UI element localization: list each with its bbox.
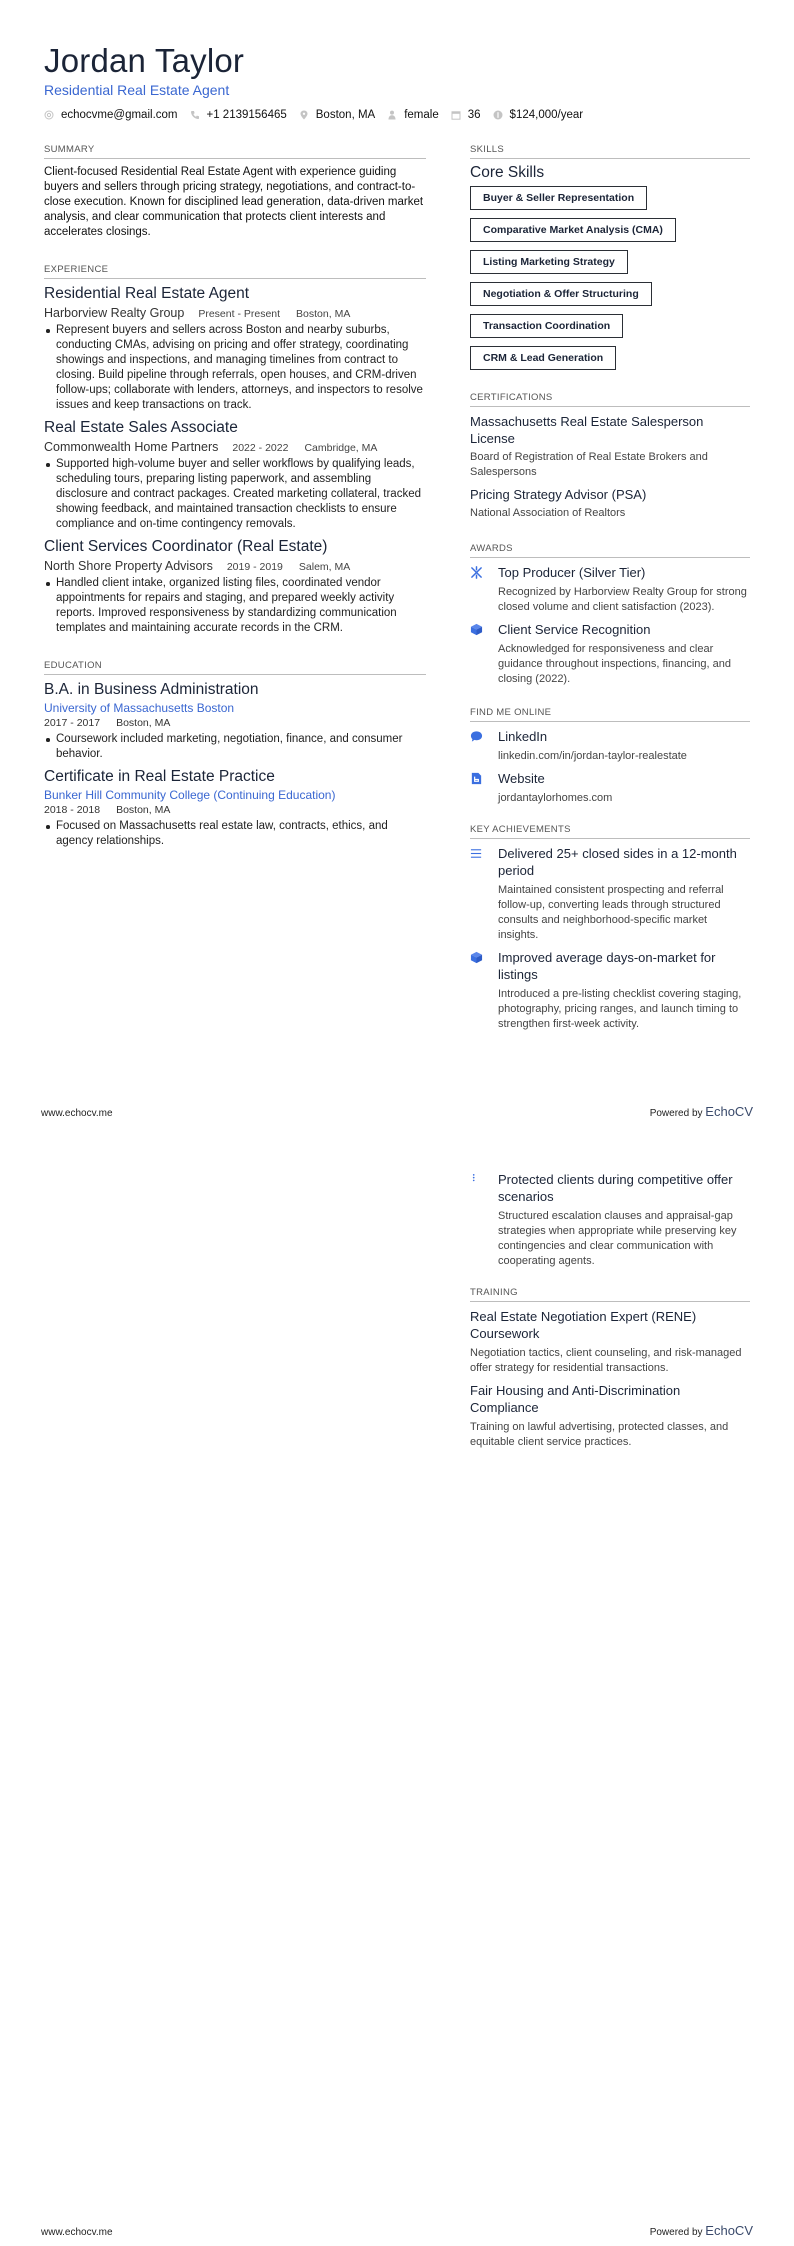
- training-desc: Training on lawful advertising, protected classes, and equitable client service practices.: [470, 1421, 729, 1448]
- cube-icon: [470, 621, 498, 687]
- cert-issuer: Board of Registration of Real Estate Brokers and Salespersons: [470, 451, 708, 478]
- education-section: [44, 660, 426, 849]
- contact-gender: [387, 109, 439, 121]
- skill-badge: Comparative Market Analysis (CMA): [470, 218, 676, 242]
- achievement-desc: Structured escalation clauses and appraisal-gap strategies when appropriate while preserving key contingencies and clear communication with cooperating agents.: [498, 1210, 737, 1267]
- online-section: [470, 707, 750, 806]
- skill-badge: CRM & Lead Generation: [470, 346, 616, 370]
- job-bullet: Handled client intake, organized listing files, coordinated vendor appointments for repairs and staging, and prepared weekly activity reports. Improved responsiveness by standardizing communication templates and maintaining accurate records in the CRM.: [44, 576, 426, 636]
- footer-brand[interactable]: EchoCV: [705, 2223, 753, 2238]
- experience-section: [44, 264, 426, 636]
- education-entry: [44, 681, 426, 762]
- footer-powered-prefix: Powered by: [649, 2227, 706, 2238]
- award-item: [470, 621, 750, 687]
- person-icon: [387, 110, 397, 120]
- certifications-section: [470, 392, 750, 521]
- edu-school: University of Massachusetts Boston: [44, 701, 235, 715]
- experience-entry: [44, 419, 426, 532]
- contact-salary: [493, 109, 584, 121]
- job-dates: 2022 - 2022: [232, 442, 289, 454]
- achievement-item: [470, 1171, 750, 1269]
- right-column: [470, 144, 750, 1032]
- skill-badge: Negotiation & Offer Structuring: [470, 282, 652, 306]
- menu-lines-icon: [470, 845, 498, 943]
- edu-location: Boston, MA: [116, 717, 171, 729]
- achievements-heading: KEY ACHIEVEMENTS: [470, 824, 750, 839]
- skills-section: [470, 144, 750, 378]
- skill-badge: Buyer & Seller Representation: [470, 186, 647, 210]
- phone-icon: [190, 110, 200, 120]
- job-location: Salem, MA: [298, 561, 351, 573]
- contact-age: [451, 109, 481, 121]
- online-label: LinkedIn: [498, 729, 548, 744]
- candidate-name: Jordan Taylor: [44, 42, 245, 79]
- achievement-title: Delivered 25+ closed sides in a 12-month period: [498, 846, 737, 878]
- left-column: [44, 144, 426, 849]
- achievement-item: [470, 949, 750, 1032]
- at-icon: [44, 110, 54, 120]
- skills-heading: SKILLS: [470, 144, 750, 159]
- job-meta: [44, 306, 426, 320]
- education-entry: [44, 768, 426, 849]
- award-item: [470, 564, 750, 615]
- cube-icon: [470, 949, 498, 1032]
- edu-meta: [44, 804, 426, 816]
- job-bullet: Represent buyers and sellers across Boston and nearby suburbs, conducting CMAs, advising on pricing and offer strategy, coordinating showings and inspections, and managing timelines from contract to closing. Build pipeline through referrals, open houses, and CRM-driven follow-ups; collaborate with lenders, attorneys, and inspectors to resolve issues and keep transactions on track.: [44, 323, 426, 413]
- achievement-title: Protected clients during competitive offer scenarios: [498, 1172, 733, 1204]
- sparkle-icon: [470, 564, 498, 615]
- job-bullets: [44, 576, 426, 636]
- edu-location: Boston, MA: [116, 804, 171, 816]
- vertical-dots-icon: [470, 1171, 498, 1269]
- experience-entry: [44, 538, 426, 636]
- online-link[interactable]: jordantaylorhomes.com: [498, 792, 613, 804]
- job-company: North Shore Property Advisors: [44, 559, 213, 573]
- job-location: Cambridge, MA: [304, 442, 378, 454]
- edu-school: Bunker Hill Community College (Continuing Education): [44, 788, 336, 802]
- footer-site[interactable]: www.echocv.me: [41, 2227, 113, 2238]
- job-company: Commonwealth Home Partners: [44, 440, 219, 454]
- location-pin-icon: [299, 110, 309, 120]
- footer-site[interactable]: www.echocv.me: [41, 1108, 113, 1119]
- footer-brand[interactable]: EchoCV: [705, 1104, 753, 1119]
- cert-name: Massachusetts Real Estate Salesperson License: [470, 414, 704, 446]
- edu-dates: 2018 - 2018: [44, 804, 101, 816]
- right-column-continued: [470, 1165, 750, 1450]
- job-dates: Present - Present: [198, 308, 281, 320]
- training-desc: Negotiation tactics, client counseling, and risk-managed offer strategy for residential transactions.: [470, 1347, 742, 1374]
- award-desc: Recognized by Harborview Realty Group for strong closed volume and client satisfaction (2023).: [498, 586, 747, 613]
- award-title: Top Producer (Silver Tier): [498, 565, 646, 580]
- footer-powered-prefix: Powered by: [649, 1108, 706, 1119]
- phone-value: +1 2139156465: [206, 109, 287, 121]
- location-value: Boston, MA: [315, 109, 376, 121]
- page-footer: [41, 1104, 753, 1119]
- awards-section: [470, 543, 750, 687]
- skill-badge: Listing Marketing Strategy: [470, 250, 628, 274]
- awards-heading: AWARDS: [470, 543, 750, 558]
- email-value: echocvme@gmail.com: [61, 109, 178, 121]
- achievement-desc: Introduced a pre-listing checklist covering staging, photography, pricing ranges, and launch timing to strengthen first-week activity.: [498, 988, 742, 1030]
- skills-group-title: Core Skills: [470, 164, 545, 181]
- online-item-website[interactable]: [470, 770, 750, 806]
- job-bullets: [44, 323, 426, 413]
- achievement-item: [470, 845, 750, 943]
- job-location: Boston, MA: [296, 308, 351, 320]
- summary-heading: SUMMARY: [44, 144, 426, 159]
- online-heading: FIND ME ONLINE: [470, 707, 750, 722]
- edu-meta: [44, 717, 426, 729]
- job-company: Harborview Realty Group: [44, 306, 185, 320]
- edu-bullet: Focused on Massachusetts real estate law, contracts, ethics, and agency relationships.: [44, 819, 426, 849]
- summary-text: Client-focused Residential Real Estate Agent with experience guiding buyers and sellers through pricing strategy, negotiations, and contract-to-close execution. Known for disciplined lead generation, data-driven market analysis, and clear communication that protects client interests and accelerates closings.: [44, 166, 424, 238]
- footer-powered: [650, 1104, 753, 1119]
- achievement-title: Improved average days-on-market for listings: [498, 950, 716, 982]
- job-meta: [44, 559, 426, 573]
- age-value: 36: [467, 109, 481, 121]
- resume-page-2: [0, 1123, 794, 2246]
- award-desc: Acknowledged for responsiveness and clear guidance throughout inspections, financing, and closing (2022).: [498, 643, 732, 685]
- online-item-linkedin[interactable]: [470, 728, 750, 764]
- training-title: Real Estate Negotiation Expert (RENE) Coursework: [470, 1309, 697, 1341]
- job-title: Residential Real Estate Agent: [44, 285, 250, 302]
- online-link[interactable]: linkedin.com/in/jordan-taylor-realestate: [498, 750, 687, 762]
- achievements-section: [470, 824, 750, 1032]
- contact-bar: [44, 109, 595, 121]
- training-title: Fair Housing and Anti-Discrimination Compliance: [470, 1383, 681, 1415]
- contact-email[interactable]: [44, 109, 178, 121]
- online-label: Website: [498, 771, 545, 786]
- cert-name: Pricing Strategy Advisor (PSA): [470, 487, 647, 502]
- certifications-heading: CERTIFICATIONS: [470, 392, 750, 407]
- experience-entry: [44, 285, 426, 413]
- document-icon: [470, 770, 498, 806]
- summary-section: [44, 144, 426, 240]
- job-bullet: Supported high-volume buyer and seller workflows by qualifying leads, scheduling tours, preparing listing paperwork, and assembling disclosure and contract packages. Created marketing collateral, tracked showing feedback, and maintained transaction checklists to ensure compliance and on-time contingency removals.: [44, 457, 426, 532]
- candidate-role: Residential Real Estate Agent: [44, 82, 230, 98]
- contact-phone[interactable]: [190, 109, 287, 121]
- edu-bullets: [44, 732, 426, 762]
- gender-value: female: [404, 109, 439, 121]
- money-icon: [493, 110, 503, 120]
- job-dates: 2019 - 2019: [226, 561, 283, 573]
- edu-dates: 2017 - 2017: [44, 717, 101, 729]
- calendar-icon: [451, 110, 461, 120]
- contact-location: [299, 109, 375, 121]
- edu-degree: Certificate in Real Estate Practice: [44, 768, 275, 785]
- cert-issuer: National Association of Realtors: [470, 507, 626, 519]
- job-meta: [44, 440, 426, 454]
- job-title: Real Estate Sales Associate: [44, 419, 238, 436]
- experience-heading: EXPERIENCE: [44, 264, 426, 279]
- education-heading: EDUCATION: [44, 660, 426, 675]
- skill-badge: Transaction Coordination: [470, 314, 623, 338]
- job-bullets: [44, 457, 426, 532]
- achievement-desc: Maintained consistent prospecting and referral follow-up, converting leads through structured consults and neighborhood-specific market insights.: [498, 884, 724, 941]
- salary-value: $124,000/year: [509, 109, 584, 121]
- edu-bullets: [44, 819, 426, 849]
- job-title: Client Services Coordinator (Real Estate): [44, 538, 328, 555]
- chat-bubble-icon: [470, 728, 498, 764]
- training-heading: TRAINING: [470, 1287, 750, 1302]
- page-footer: [41, 2223, 753, 2238]
- footer-powered: [650, 2223, 753, 2238]
- training-section: [470, 1287, 750, 1450]
- edu-degree: B.A. in Business Administration: [44, 681, 259, 698]
- edu-bullet: Coursework included marketing, negotiation, finance, and consumer behavior.: [44, 732, 426, 762]
- award-title: Client Service Recognition: [498, 622, 651, 637]
